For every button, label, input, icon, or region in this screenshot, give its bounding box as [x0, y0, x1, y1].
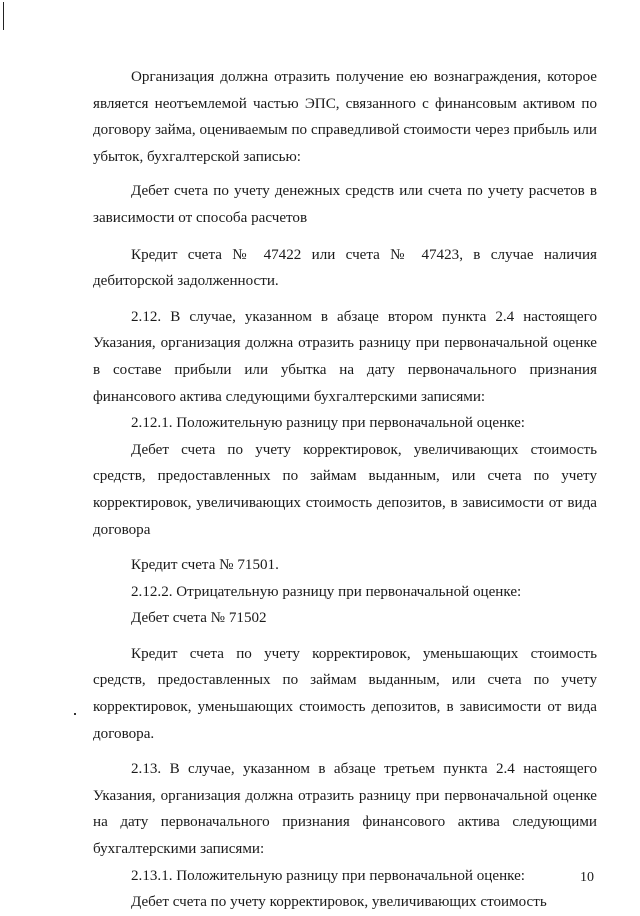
paragraph-credit-adjustments-decrease: Кредит счета по учету корректировок, уменьшающих стоимость средств, предоставленных по займам выданным, или счета по учету корректировок, уменьшающих стоимость депозитов, в зависимости от вида договора. [93, 645, 597, 742]
paragraph-credit-71501: Кредит счета № 71501. [131, 557, 279, 574]
paragraph-debit-71502: Дебет счета № 71502 [131, 610, 267, 627]
paragraph-2-12: 2.12. В случае, указанном в абзаце втором пункта 2.4 настоящего Указания, организация должна отразить разницу при первоначальной оценке в составе прибыли или убытка на дату первоначального признания финансового актива следующими бухгалтерскими записями: [93, 308, 597, 405]
page-body [93, 64, 597, 916]
paragraph-debit-adjustments-increase: Дебет счета по учету корректировок, увеличивающих стоимость средств, предоставленных по займам выданным, или счета по учету корректировок, увеличивающих стоимость депозитов, в зависимости от вида договора [93, 441, 597, 538]
scan-dot [74, 713, 76, 715]
paragraph-debit-cash: Дебет счета по учету денежных средств или счета по учету расчетов в зависимости от способа расчетов [93, 183, 597, 226]
paragraph-2-13: 2.13. В случае, указанном в абзаце третьем пункта 2.4 настоящего Указания, организация должна отразить разницу при первоначальной оценке на дату первоначального признания финансового актива следующими бухгалтерскими записями: [93, 761, 597, 858]
page-number: 10 [580, 870, 594, 885]
paragraph-2-12-2: 2.12.2. Отрицательную разницу при первоначальной оценке: [131, 583, 522, 600]
paragraph-2-12-1: 2.12.1. Положительную разницу при первоначальной оценке: [131, 415, 525, 432]
paragraph-reward-recognition: Организация должна отразить получение ею вознаграждения, которое является неотъемлемой частью ЭПС, связанного с финансовым активом по договору займа, оцениваемым по справедливой стоимости через прибыль или убыток, бухгалтерской записью: [93, 69, 597, 165]
paragraph-debit-adjustments-continued: Дебет счета по учету корректировок, увеличивающих стоимость [131, 894, 547, 911]
scan-margin-mark [3, 2, 4, 30]
paragraph-2-13-1: 2.13.1. Положительную разницу при первоначальной оценке: [131, 867, 525, 884]
paragraph-credit-47422: Кредит счета № 47422 или счета № 47423, в случае наличия дебиторской задолженности. [93, 246, 597, 290]
